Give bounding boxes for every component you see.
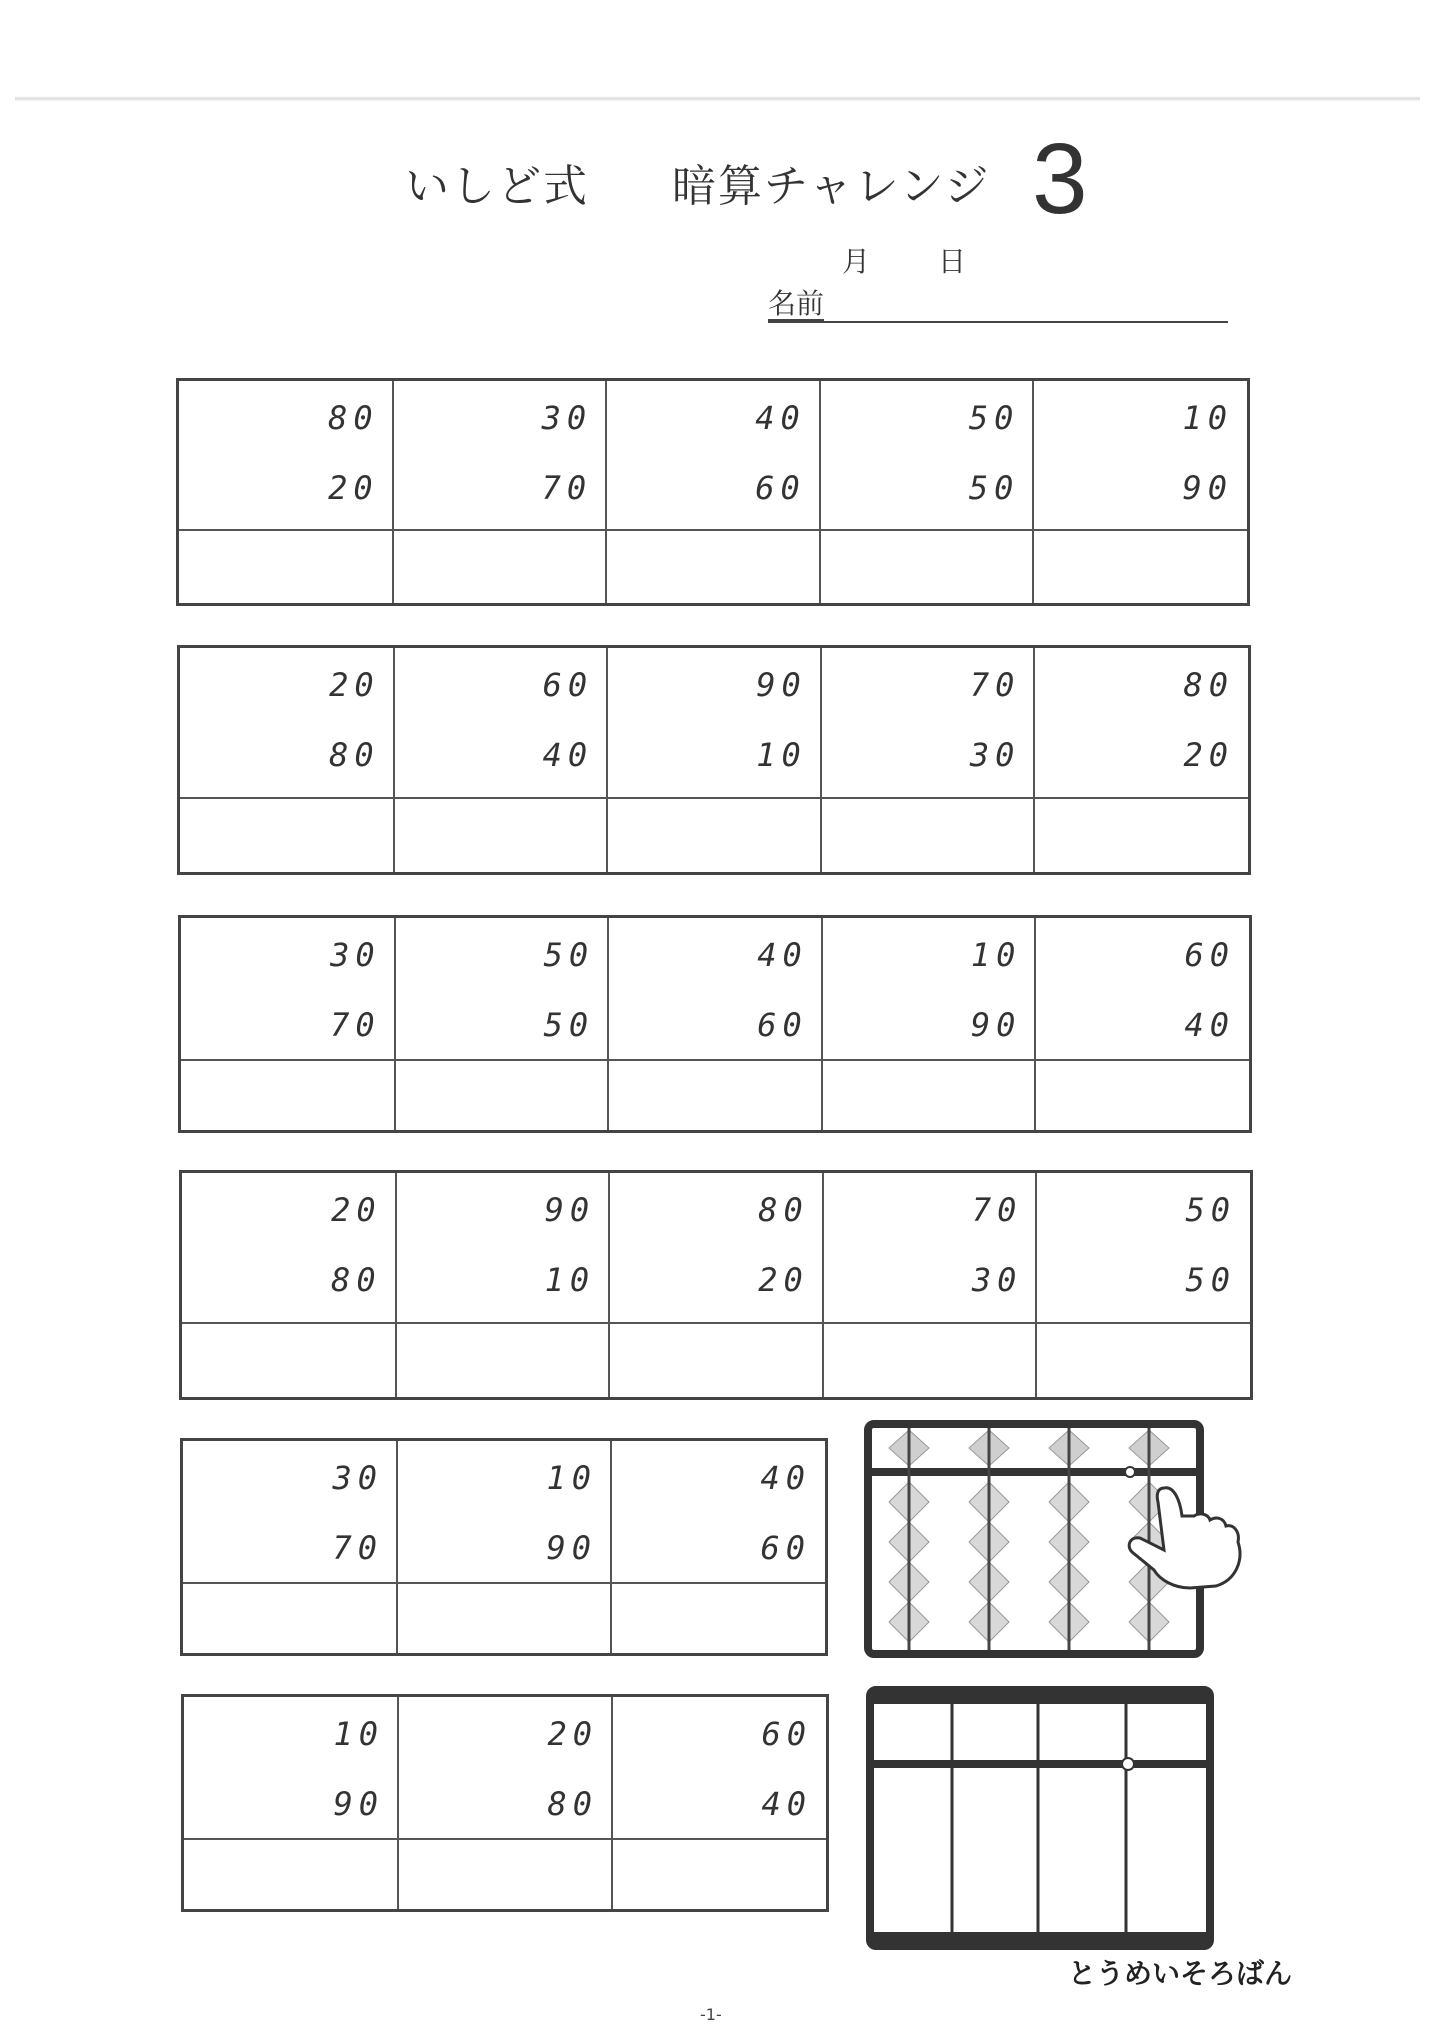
scan-edge-line	[15, 96, 1420, 102]
addend-bottom: 50	[543, 1006, 595, 1044]
problem-cell	[393, 381, 607, 529]
column-divider	[393, 648, 395, 872]
answer-box[interactable]	[822, 1061, 1036, 1130]
abacus-with-pointing-hand-icon	[864, 1420, 1254, 1660]
addend-top: 70	[971, 1191, 1023, 1229]
addend-bottom: 60	[757, 1006, 808, 1044]
answer-row-divider	[179, 529, 1247, 531]
addend-bottom: 20	[758, 1261, 809, 1299]
answer-box[interactable]	[1033, 531, 1247, 603]
answer-box[interactable]	[1034, 799, 1248, 872]
column-divider	[1035, 1173, 1037, 1397]
addend-bottom: 70	[330, 1006, 381, 1044]
column-divider	[606, 648, 608, 872]
title-number: 3	[1032, 123, 1088, 235]
title-left: いしど式	[405, 161, 589, 212]
addend-top: 10	[970, 936, 1022, 974]
column-divider	[819, 381, 821, 603]
column-divider	[1032, 381, 1034, 603]
addend-bottom: 60	[760, 1529, 811, 1567]
addend-top: 80	[328, 399, 379, 437]
column-divider	[394, 918, 396, 1130]
addend-top: 30	[330, 936, 381, 974]
column-divider	[608, 1173, 610, 1397]
addend-bottom: 80	[547, 1785, 598, 1823]
addend-bottom: 80	[331, 1261, 382, 1299]
problem-cell	[396, 1173, 610, 1322]
addend-bottom: 90	[546, 1529, 597, 1567]
answer-box[interactable]	[821, 799, 1035, 872]
column-divider	[821, 918, 823, 1130]
addend-bottom: 90	[1182, 469, 1233, 507]
column-divider	[392, 381, 394, 603]
addend-top: 30	[541, 399, 593, 437]
addend-bottom: 40	[761, 1785, 812, 1823]
answer-box[interactable]	[1035, 1061, 1249, 1130]
column-divider	[611, 1697, 613, 1909]
problem-cell	[181, 918, 395, 1059]
problem-cell	[183, 1441, 397, 1582]
problem-cell	[607, 648, 821, 797]
addend-bottom: 30	[971, 1261, 1023, 1299]
addend-top: 60	[1184, 936, 1235, 974]
addend-top: 60	[542, 666, 594, 704]
problem-cell	[395, 918, 609, 1059]
answer-box[interactable]	[608, 1061, 822, 1130]
problem-cell	[821, 648, 1035, 797]
problem-cell	[823, 1173, 1037, 1322]
answer-box[interactable]	[183, 1584, 397, 1653]
problem-cell	[822, 918, 1036, 1059]
answer-box[interactable]	[820, 531, 1034, 603]
addend-bottom: 40	[1184, 1006, 1235, 1044]
answer-row-divider	[180, 797, 1248, 799]
column-divider	[395, 1173, 397, 1397]
answer-box[interactable]	[395, 1061, 609, 1130]
answer-box[interactable]	[181, 1061, 395, 1130]
answer-box[interactable]	[184, 1840, 398, 1909]
addend-top: 80	[1183, 666, 1234, 704]
answer-box[interactable]	[179, 531, 393, 603]
column-divider	[610, 1441, 612, 1653]
problem-block	[178, 915, 1252, 1133]
addend-top: 10	[1182, 399, 1233, 437]
addend-top: 10	[546, 1459, 597, 1497]
addend-top: 30	[332, 1459, 383, 1497]
addend-top: 50	[543, 936, 595, 974]
problem-block	[176, 378, 1250, 606]
addend-bottom: 60	[755, 469, 806, 507]
column-divider	[820, 648, 822, 872]
addend-top: 10	[333, 1715, 384, 1753]
addend-top: 40	[760, 1459, 811, 1497]
name-field[interactable]	[768, 289, 1228, 323]
answer-row-divider	[181, 1059, 1249, 1061]
day-label: 日	[938, 245, 967, 278]
column-divider	[1034, 918, 1036, 1130]
addend-top: 40	[757, 936, 808, 974]
addend-bottom: 70	[541, 469, 593, 507]
month-label: 月	[842, 245, 871, 278]
addend-top: 50	[968, 399, 1020, 437]
answer-box[interactable]	[609, 1324, 823, 1397]
answer-box[interactable]	[394, 799, 608, 872]
addend-top: 90	[544, 1191, 596, 1229]
addend-top: 90	[756, 666, 807, 704]
column-divider	[822, 1173, 824, 1397]
column-divider	[1033, 648, 1035, 872]
title-main: 暗算チャレンジ	[672, 161, 991, 212]
addend-top: 60	[761, 1715, 812, 1753]
answer-box[interactable]	[396, 1324, 610, 1397]
problem-cell	[609, 1173, 823, 1322]
column-divider	[607, 918, 609, 1130]
addend-bottom: 40	[542, 736, 594, 774]
answer-row-divider	[182, 1322, 1250, 1324]
addend-bottom: 90	[970, 1006, 1022, 1044]
addend-bottom: 80	[329, 736, 380, 774]
problem-cell	[1033, 381, 1247, 529]
addend-top: 20	[547, 1715, 598, 1753]
problem-cell	[606, 381, 820, 529]
column-divider	[396, 1441, 398, 1653]
addend-top: 20	[331, 1191, 382, 1229]
answer-box[interactable]	[823, 1324, 1037, 1397]
problem-cell	[397, 1441, 611, 1582]
answer-box[interactable]	[606, 531, 820, 603]
addend-bottom: 10	[756, 736, 807, 774]
addend-top: 50	[1185, 1191, 1236, 1229]
problem-cell	[608, 918, 822, 1059]
problem-block	[180, 1438, 828, 1656]
page-number: -1-	[700, 2005, 722, 2024]
problem-block	[179, 1170, 1253, 1400]
answer-box[interactable]	[180, 799, 394, 872]
answer-row-divider	[184, 1838, 826, 1840]
addend-bottom: 20	[328, 469, 379, 507]
answer-row-divider	[183, 1582, 825, 1584]
addend-top: 70	[969, 666, 1021, 704]
answer-box[interactable]	[607, 799, 821, 872]
addend-bottom: 50	[968, 469, 1020, 507]
answer-box[interactable]	[611, 1584, 825, 1653]
problem-cell	[1034, 648, 1248, 797]
addend-bottom: 30	[969, 736, 1021, 774]
problem-cell	[1036, 1173, 1250, 1322]
addend-bottom: 20	[1183, 736, 1234, 774]
problem-block	[177, 645, 1251, 875]
answer-box[interactable]	[398, 1840, 612, 1909]
answer-box[interactable]	[182, 1324, 396, 1397]
problem-cell	[179, 381, 393, 529]
problem-cell	[1035, 918, 1249, 1059]
addend-top: 20	[329, 666, 380, 704]
addend-bottom: 70	[332, 1529, 383, 1567]
abacus-blank-icon	[866, 1686, 1216, 1952]
answer-box[interactable]	[612, 1840, 826, 1909]
addend-top: 80	[758, 1191, 809, 1229]
problem-block	[181, 1694, 829, 1912]
addend-top: 40	[755, 399, 806, 437]
addend-bottom: 90	[333, 1785, 384, 1823]
problem-cell	[611, 1441, 825, 1582]
brand-label: とうめいそろばん	[1068, 1957, 1293, 1990]
column-divider	[605, 381, 607, 603]
problem-cell	[394, 648, 608, 797]
answer-box[interactable]	[393, 531, 607, 603]
column-divider	[397, 1697, 399, 1909]
problem-cell	[398, 1697, 612, 1838]
problem-cell	[820, 381, 1034, 529]
addend-bottom: 50	[1185, 1261, 1236, 1299]
addend-bottom: 10	[544, 1261, 596, 1299]
problem-cell	[184, 1697, 398, 1838]
problem-cell	[180, 648, 394, 797]
problem-cell	[182, 1173, 396, 1322]
answer-box[interactable]	[397, 1584, 611, 1653]
problem-cell	[612, 1697, 826, 1838]
name-label: 名前	[768, 287, 825, 320]
answer-box[interactable]	[1036, 1324, 1250, 1397]
